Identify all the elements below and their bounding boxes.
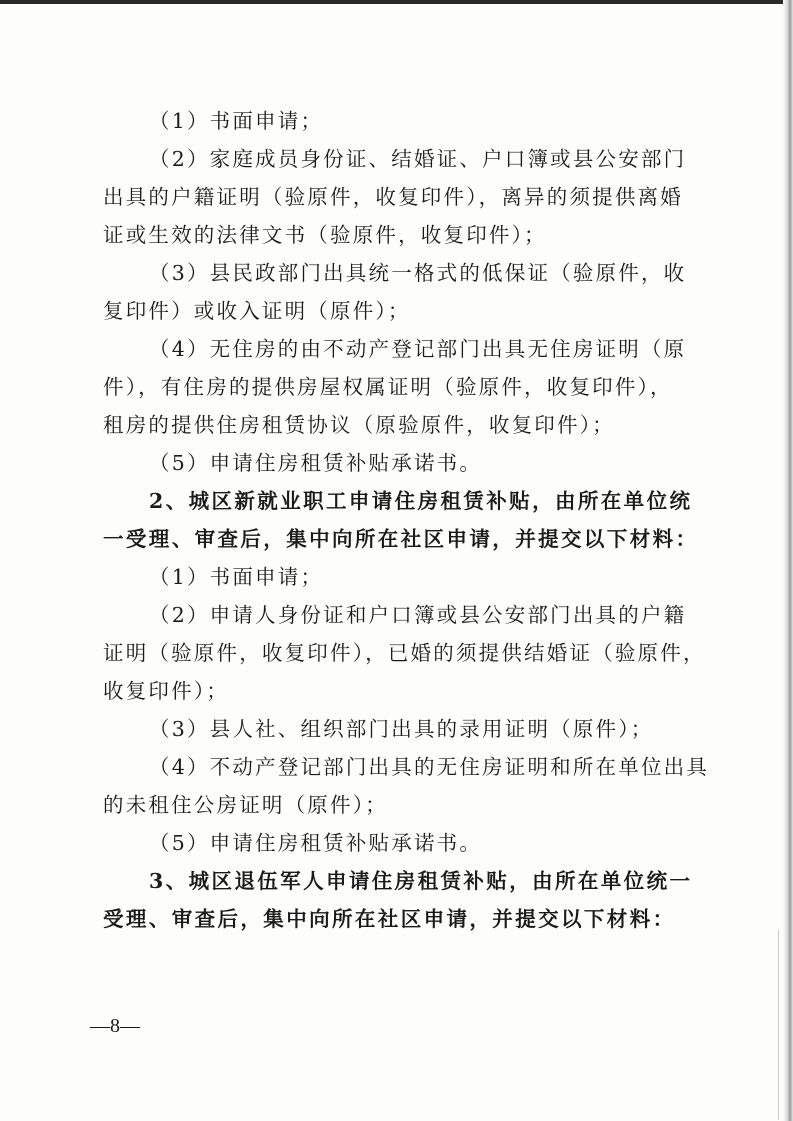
body-line: 出具的户籍证明（验原件，收复印件），离异的须提供离婚 [103, 185, 683, 209]
body-line: （3）县人社、组织部门出具的录用证明（原件）； [149, 717, 654, 741]
body-line: （2）申请人身份证和户口簿或县公安部门出具的户籍 [149, 603, 687, 627]
body-line: 件），有住房的提供房屋权属证明（验原件，收复印件）， [103, 375, 673, 399]
section-heading-line: 2、城区新就业职工申请住房租赁补贴，由所在单位统 [149, 489, 693, 513]
body-line: （3）县民政部门出具统一格式的低保证（验原件，收 [149, 261, 687, 285]
body-line: （2）家庭成员身份证、结婚证、户口簿或县公安部门 [149, 147, 687, 171]
body-line: 复印件）或收入证明（原件）； [103, 299, 411, 323]
body-line: 的未租住公房证明（原件）； [103, 793, 388, 817]
document-body [103, 102, 710, 938]
scan-top-edge [0, 0, 793, 4]
body-line: 证或生效的法律文书（验原件，收复印件）； [103, 223, 547, 247]
body-line: 收复印件）； [103, 679, 229, 703]
body-line: 证明（验原件，收复印件），已婚的须提供结婚证（验原件， [103, 641, 706, 665]
body-line: （4）不动产登记部门出具的无住房证明和所在单位出具 [149, 755, 710, 779]
body-line: （5）申请住房租赁补贴承诺书。 [149, 831, 483, 855]
body-line: （5）申请住房租赁补贴承诺书。 [149, 451, 483, 475]
body-line: 租房的提供住房租赁协议（原验原件，收复印件）； [103, 413, 615, 437]
body-line: （1）书面申请； [149, 109, 324, 133]
page-number: —8— [90, 1015, 140, 1037]
scan-margin-mark [778, 930, 779, 1120]
section-heading-line: 3、城区退伍军人申请住房租赁补贴，由所在单位统一 [149, 869, 693, 893]
section-heading-line: 一受理、审查后，集中向所在社区申请，并提交以下材料： [103, 527, 699, 551]
body-line: （4）无住房的由不动产登记部门出具无住房证明（原 [149, 337, 687, 361]
body-line: （1）书面申请； [149, 565, 324, 589]
section-heading-line: 受理、审查后，集中向所在社区申请，并提交以下材料： [103, 907, 676, 931]
scan-right-edge [783, 0, 793, 1121]
